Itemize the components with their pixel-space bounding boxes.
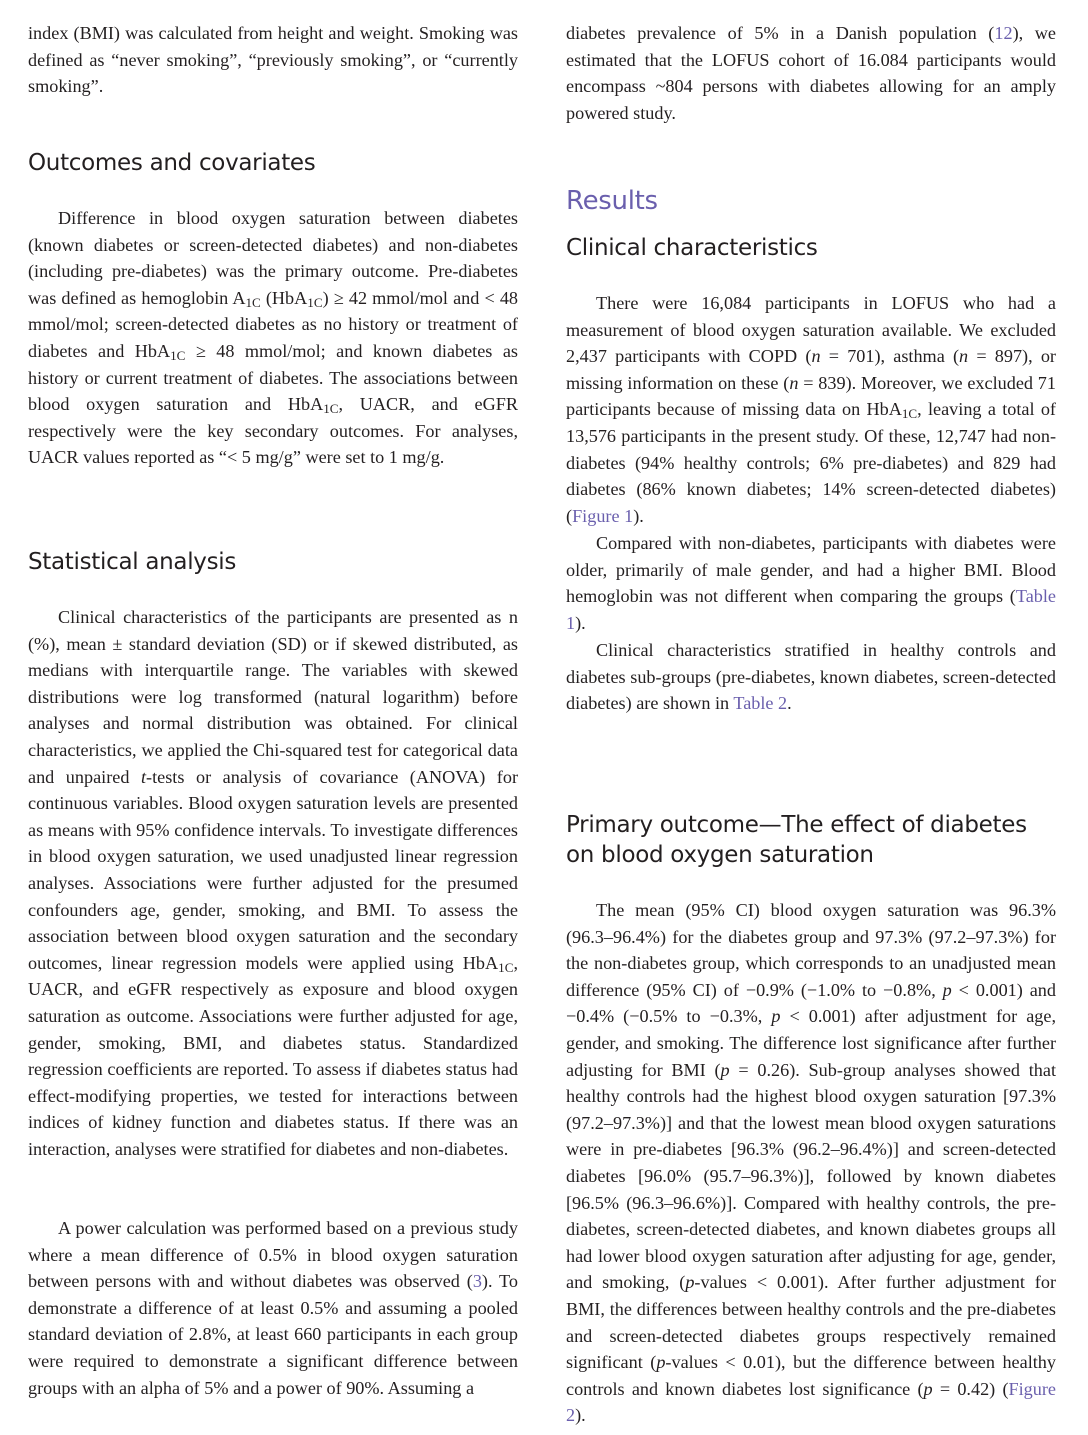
italic-p: p xyxy=(720,1059,730,1080)
text-span: = 0.42) ( xyxy=(932,1378,1009,1399)
text-span: Compared with non-diabetes, participants with diabetes were older, primarily of male gender, and had a higher BMI. Blood hemoglobin was not different when comparing the groups ( xyxy=(566,533,1056,607)
text-span: diabetes prevalence of 5% in a Danish population ( xyxy=(566,23,995,43)
paragraph-subgroups xyxy=(566,637,1056,717)
heading-outcomes-covariates: Outcomes and covariates xyxy=(28,150,316,176)
text-span: Difference in blood oxygen saturation between diabetes (known diabetes or screen-detected diabetes) and non-diabetes (including pre-diabetes) was the primary outcome. Pre-diabetes was defined as hemoglobin A xyxy=(28,208,518,308)
text-span: There were 16,084 participants in LOFUS who had a measurement of blood oxygen saturation available. We excluded 2,437 participants with COPD ( xyxy=(566,293,1056,367)
text-span: A power calculation was performed based on a previous study where a mean difference of 0.5% in blood oxygen saturation between persons with and without diabetes was observed ( xyxy=(28,1218,518,1292)
text-span: ). xyxy=(575,612,586,633)
italic-p: p xyxy=(771,1006,781,1027)
table-1-link[interactable]: Table 1 xyxy=(566,586,1056,633)
italic-n: n xyxy=(811,346,821,367)
italic-p: p xyxy=(685,1272,695,1293)
text-span: ). To demonstrate a difference of at least 0.5% and assuming a pooled standard deviation of 2.8%, at least 660 participants in each group were required to demonstrate a significant difference between groups with an alpha of 5% and a power of 90%. Assuming a xyxy=(28,1271,518,1398)
reference-link-12[interactable]: 12 xyxy=(994,23,1013,43)
text-span: = 0.26). Sub-group analyses showed that healthy controls had the highest blood oxygen saturation [97.3% (97.2–97.3%)] and that the lowest mean blood oxygen saturations were in pre-diabetes [96.3% (96.2–96.4%)] and screen-detected diabetes [96.0% (95.7–96.3%)], followed by known diabetes [96.5% (96.3–96.6%)]. Compared with healthy controls, the pre-diabetes, screen-detected diabetes, and known diabetes groups all had lower blood oxygen saturation after adjusting for age, gender, and smoking, ( xyxy=(566,1059,1056,1293)
paragraph-power-calculation xyxy=(28,1215,518,1401)
text-span: Clinical characteristics of the participants are presented as n (%), mean ± standard deviation (SD) or if skewed distributed, as medians with interquartile range. The variables with skewed distributions were log transformed (natural logarithm) before analyses and normal distribution was obtained. For clinical characteristics, we applied the Chi-squared test for categorical data and unpaired xyxy=(28,607,518,787)
italic-n: n xyxy=(959,346,969,367)
heading-primary-outcome: Primary outcome—The effect of diabetes on blood oxygen saturation xyxy=(566,812,1027,868)
italic-p: p xyxy=(923,1378,933,1399)
text-span: , UACR, and eGFR respectively were the key secondary outcomes. For analyses, UACR values reported as “< 5 mg/g” were set to 1 mg/g. xyxy=(28,394,519,468)
text-span: ). xyxy=(575,1405,586,1426)
italic-n: n xyxy=(789,372,799,393)
text-span: , UACR, and eGFR respectively as exposure and blood oxygen saturation as outcome. Associations were further adjusted for age, gender, smoking, BMI, and diabetes status. Standardized regression coefficients are reported. To assess if diabetes status had effect-modifying properties, we tested for interactions between indices of kidney function and diabetes status. If there was an interaction, analyses were stratified for diabetes and non-diabetes. xyxy=(28,952,518,1159)
text-span: -values < 0.001). After further adjustment for BMI, the differences between healthy controls and the pre-diabetes and screen-detected diabetes groups respectively remained significant ( xyxy=(566,1272,1056,1373)
subscript: 1C xyxy=(901,406,918,422)
paragraph-outcomes xyxy=(28,205,518,471)
text-span: = 897), or missing information on these ( xyxy=(566,346,1056,393)
heading-statistical-analysis: Statistical analysis xyxy=(28,549,237,575)
text-span: < 0.001) after adjustment for age, gender, and smoking. The difference lost significance after further adjusting for BMI ( xyxy=(566,1006,1056,1080)
table-2-link[interactable]: Table 2 xyxy=(733,693,788,714)
subscript: 1C xyxy=(245,294,261,310)
subscript: 1C xyxy=(498,959,514,975)
figure-2-link[interactable]: Figure 2 xyxy=(566,1378,1057,1426)
subscript: 1C xyxy=(170,347,186,363)
italic-p: p xyxy=(656,1352,666,1373)
paragraph-participants xyxy=(566,290,1056,529)
heading-results: Results xyxy=(566,186,658,216)
subscript: 1C xyxy=(323,401,339,417)
italic-t: t xyxy=(140,766,147,787)
text-span: ), we estimated that the LOFUS cohort of 16.084 participants would encompass ~804 persons with diabetes allowing for an amply powered study. xyxy=(566,23,1057,123)
text-span: Clinical characteristics stratified in healthy controls and diabetes sub-groups (pre-diabetes, known diabetes, screen-detected diabetes) are shown in xyxy=(566,640,1056,714)
text-span: The mean (95% CI) blood oxygen saturation was 96.3% (96.3–96.4%) for the diabetes group and 97.3% (97.2–97.3%) for the non-diabetes group, which corresponds to an unadjusted mean difference (95% CI) of −0.9% (−1.0% to −0.8%, xyxy=(566,900,1056,1000)
text-span: = 839). Moreover, we excluded 71 participants because of missing data on HbA xyxy=(566,372,1056,420)
italic-p: p xyxy=(942,979,952,1000)
figure-1-link[interactable]: Figure 1 xyxy=(572,505,634,526)
paragraph-prevalence xyxy=(566,20,1056,126)
text-span: ≥ 48 mmol/mol; and known diabetes as history or current treatment of diabetes. The associations between blood oxygen saturation and HbA xyxy=(28,340,518,415)
text-span: -values < 0.01), but the difference between healthy controls and known diabetes lost significance ( xyxy=(566,1352,1056,1399)
paragraph-comparison xyxy=(566,530,1056,636)
heading-clinical-characteristics: Clinical characteristics xyxy=(566,235,818,261)
paragraph-primary-outcome xyxy=(566,897,1056,1429)
text-span: ). xyxy=(633,505,644,526)
paragraph-statistical-methods xyxy=(28,604,518,1162)
text-span: (HbA xyxy=(260,287,308,308)
text-span: , leaving a total of 13,576 participants in the present study. Of these, 12,747 had non-diabetes (94% healthy controls; 6% pre-diabetes) and 829 had diabetes (86% known diabetes; 14% screen-detected diabetes) ( xyxy=(566,399,1056,526)
text-span: ) ≥ 42 mmol/mol and < 48 mmol/mol; screen-detected diabetes as no history or treatment of diabetes and HbA xyxy=(28,287,519,361)
text-span: -tests or analysis of covariance (ANOVA) for continuous variables. Blood oxygen saturation levels are presented as means with 95% confidence intervals. To investigate differences in blood oxygen saturation, we used unadjusted linear regression analyses. Associations were further adjusted for the presumed confounders age, gender, smoking, and BMI. To assess the association between blood oxygen saturation and the secondary outcomes, linear regression models were applied using HbA xyxy=(28,766,519,973)
text-span: < 0.001) and −0.4% (−0.5% to −0.3%, xyxy=(566,979,1056,1027)
paragraph-smoking-definition: index (BMI) was calculated from height and weight. Smoking was defined as “never smoking”, “previously smoking”, or “currently smoking”. xyxy=(28,23,518,97)
text-span: = 701), asthma ( xyxy=(820,346,960,367)
reference-link-3[interactable]: 3 xyxy=(472,1271,482,1292)
text-span: . xyxy=(787,693,792,714)
subscript: 1C xyxy=(307,294,323,310)
